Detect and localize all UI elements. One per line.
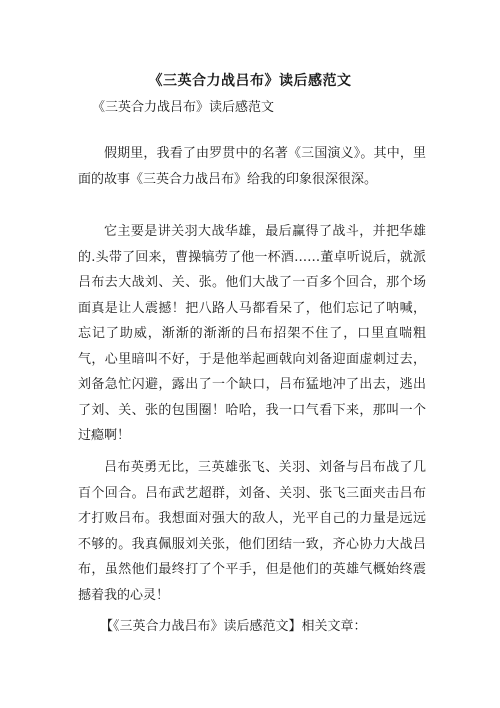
paragraph-2: 它主要是讲关羽大战华雄，最后赢得了战斗，并把华雄的.头带了回来，曹操犒劳了他一杯酒……董卓听说后，就派吕布去大战刘、关、张。他们大战了一百多个回合，那个场面真是让人震撼！把八路人马都看呆了，他们忘记了呐喊，忘记了助威，渐渐的渐渐的吕布招架不住了，口里直喘粗气，心里暗叫不好，于是他举起画戟向刘备迎面虚刺过去，刘备急忙闪避，露出了一个缺口，吕布猛地冲了出去，逃出了刘、关、张的包围圈！哈哈，我一口气看下来，那叫一个过瘾啊！: [78, 224, 426, 443]
paragraph-3: 吕布英勇无比，三英雄张飞、关羽、刘备与吕布战了几百个回合。吕布武艺超群，刘备、关羽、张飞三面夹击吕布才打败吕布。我想面对强大的敌人，光平自己的力量是远远不够的。我真佩服刘关张，他们团结一致，齐心协力大战吕布，虽然他们最终打了个平手，但是他们的英雄气概始终震撼着我的心灵！: [78, 460, 426, 603]
paragraph-1: 假期里，我看了由罗贯中的名著《三国演义》。其中，里面的故事《三英合力战吕布》给我的印象很深很深。: [78, 146, 426, 187]
related-articles-heading: 【《三英合力战吕布》读后感范文】相关文章：: [100, 619, 367, 634]
document-subtitle: 《三英合力战吕布》读后感范文: [92, 100, 275, 115]
document-title: 《三英合力战吕布》读后感范文: [148, 73, 352, 89]
